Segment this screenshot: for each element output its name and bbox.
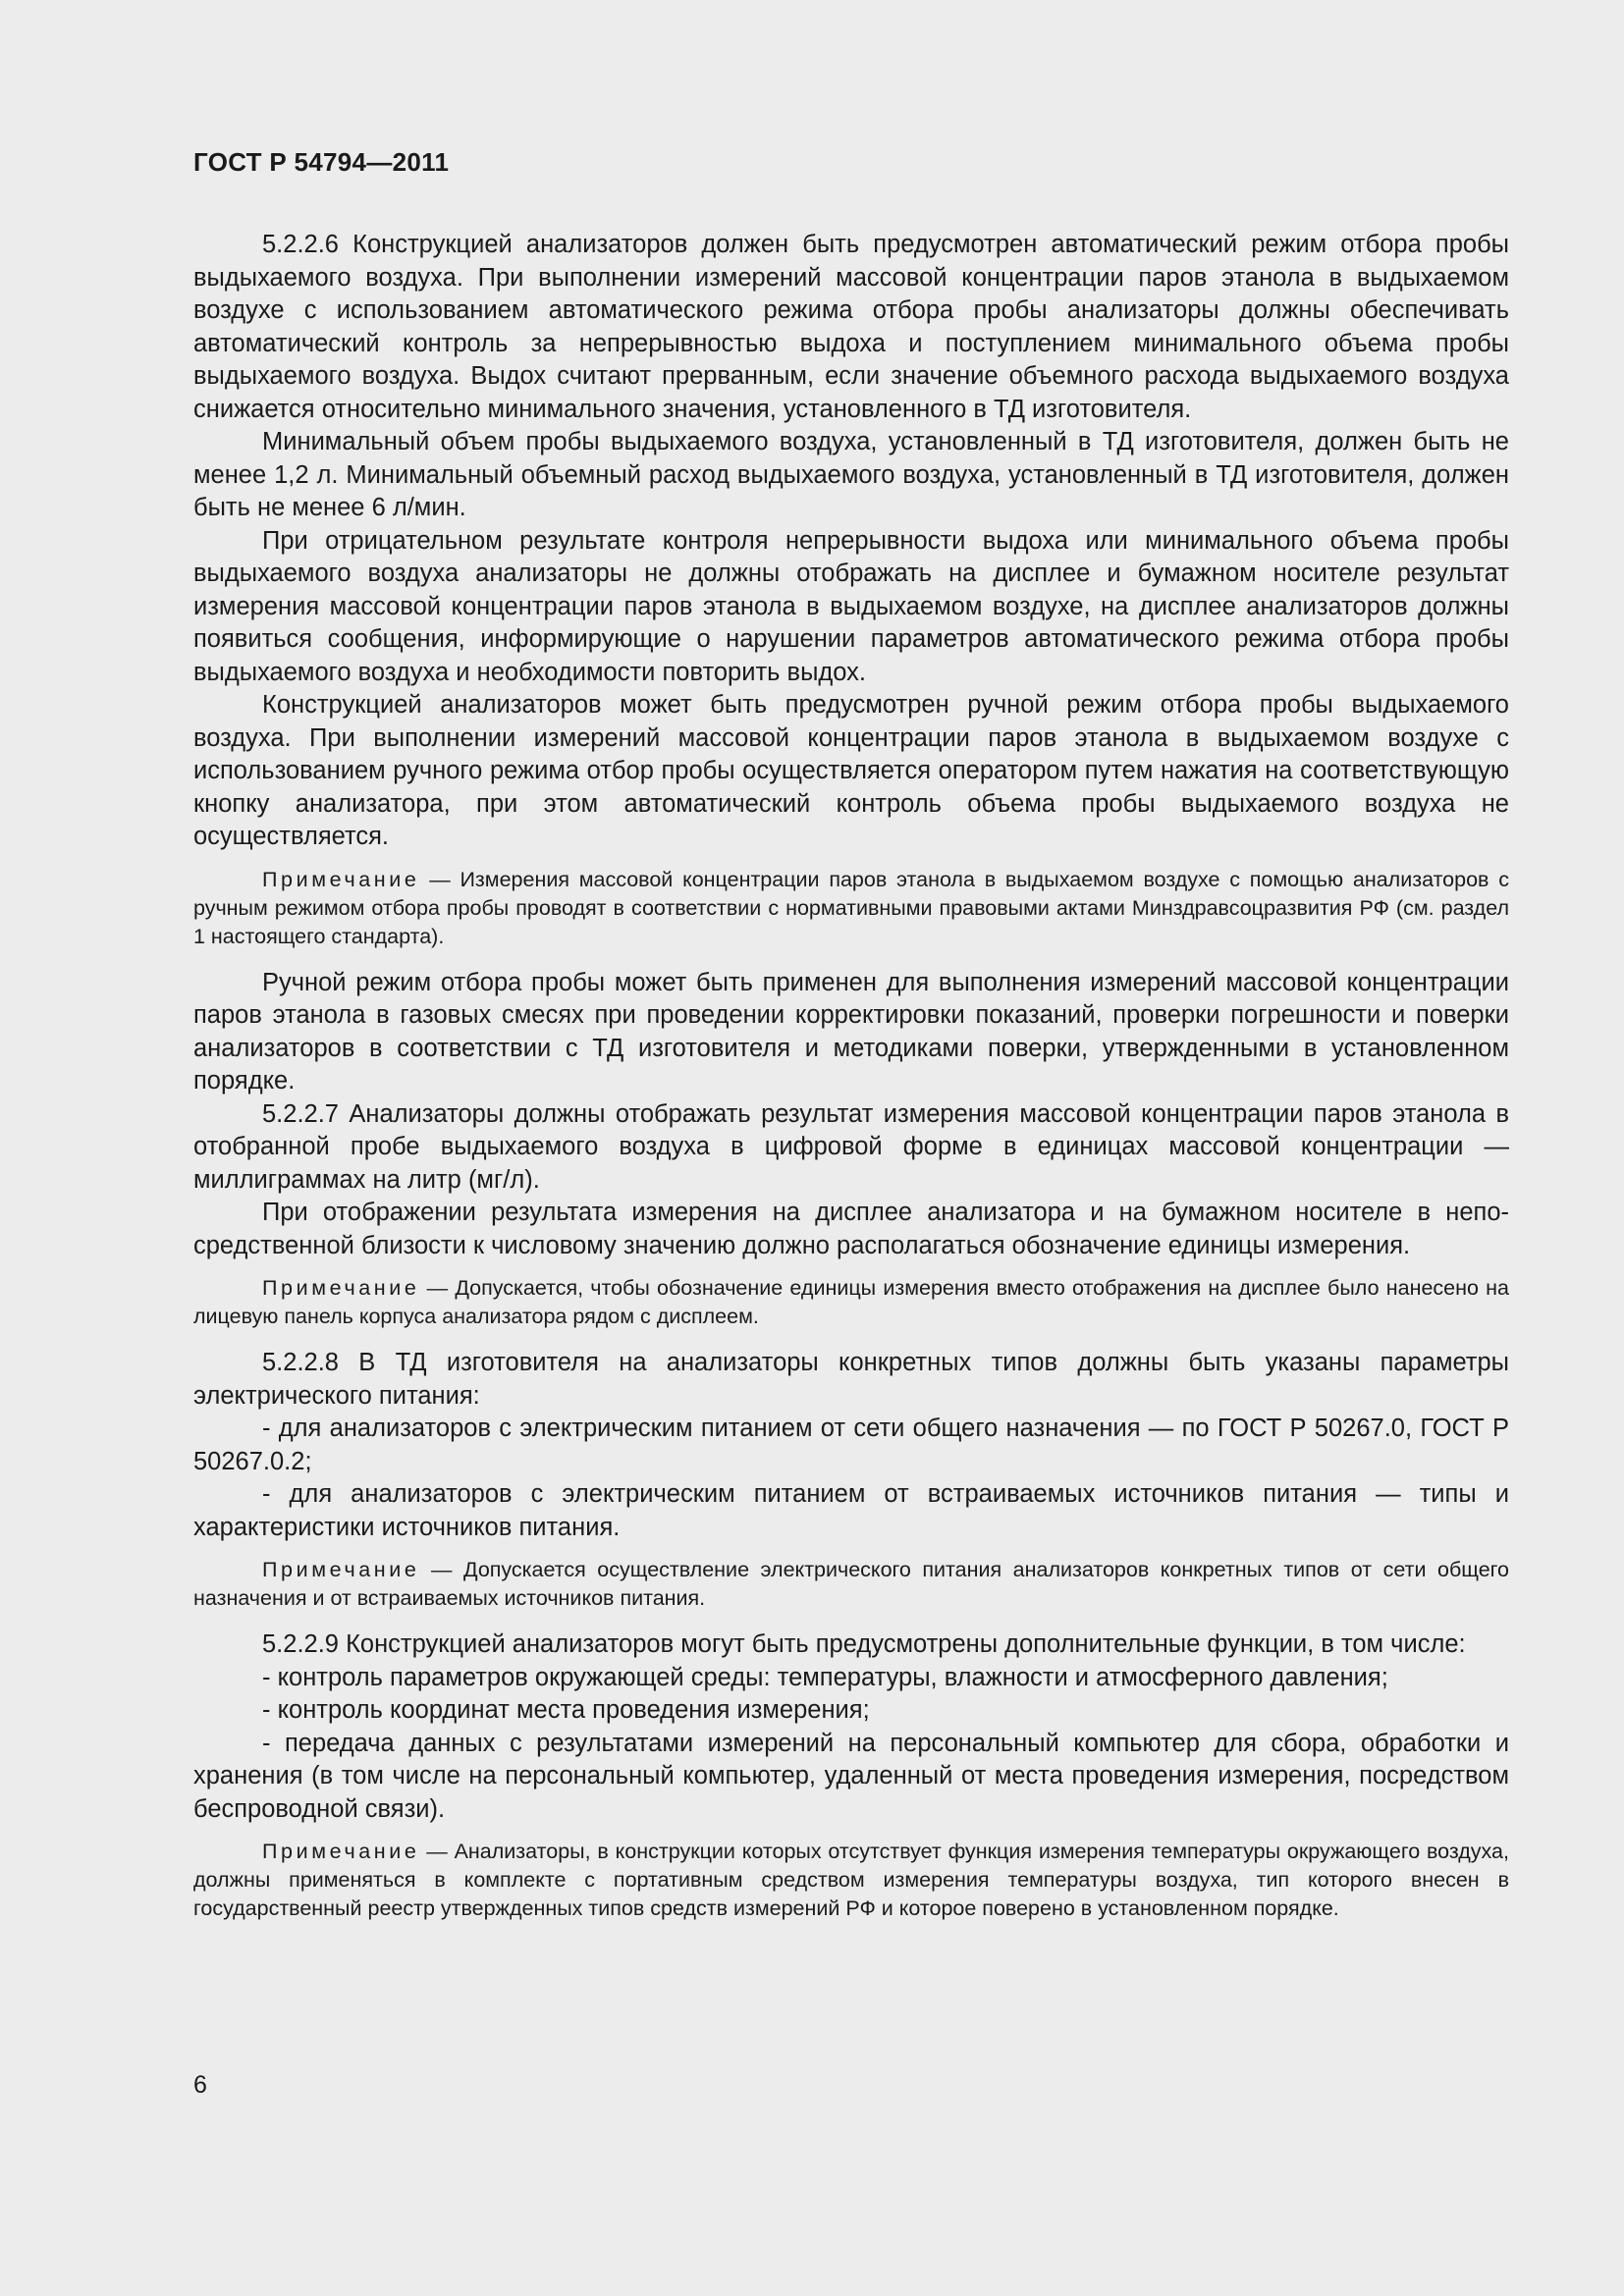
document-header: ГОСТ Р 54794—2011 [193,147,450,177]
document-body [193,229,1509,1923]
list-item: - для анализаторов с электрическим питанием от сети общего назначения — по ГОСТ Р 50267.0, ГОСТ Р 50267.0.2; [193,1415,1509,1475]
paragraph: 5.2.2.8 В ТД изготовителя на анализаторы конкретных типов должны быть указаны параметры электрического питания: [193,1349,1509,1410]
paragraph: 5.2.2.7 Анализаторы должны отображать результат измерения массовой концентрации паров этанола в отобранной пробе выдыхаемого воздуха в цифровой форме в единицах массовой концентрации — миллиграммах на литр (мг/л). [193,1099,1509,1194]
note [193,866,1509,951]
paragraph: Минимальный объем пробы выдыхаемого воздуха, установленный в ТД изготовителя, должен быть не менее 1,2 л. Минимальный объемный расход выдыхаемого воздуха, установленный в ТД изготовителя, должен быть не менее 6 л/мин. [193,428,1509,521]
note-label: Примечание [262,867,420,891]
note-text: — Измерения массовой концентрации паров этанола в выдыхаемом воздухе с помощью анализаторов с ручным режимом отбора пробы проводят в соответствии с нормативными правовыми актами Минздравсоцразвития РФ (см. раздел 1 настоящего стандарта). [193,867,1509,948]
list-item: - контроль параметров окружающей среды: температуры, влажности и атмосферного давления; [262,1663,1388,1691]
page-number: 6 [193,2071,207,2099]
note-label: Примечание [262,1558,420,1581]
note-text: — Анализаторы, в конструкции которых отсутствует функция измерения температуры окружающего воздуха, должны применяться в комплекте с портативным средством измерения температуры воздуха, тип которого внесен в государственный реестр утвержденных типов средств измерений РФ и которое поверено в установленном порядке. [193,1840,1509,1920]
paragraph: 5.2.2.6 Конструкцией анализаторов должен быть предусмотрен автоматический режим отбора пробы выдыхаемого воздуха. При выполнении измерений массовой концентрации паров этанола в выдыхаемом воздухе с использованием автоматического режима отбора пробы анализаторы должны обеспечивать автоматический контроль за непрерывностью выдоха и поступлением минимального объема пробы выдыхаемого воздуха. Выдох считают прерванным, если значение объемного расхода выдыхаемого воздуха снижается относительно минимального значения, установленного в ТД изготовителя. [193,231,1509,423]
paragraph: Конструкцией анализаторов может быть предусмотрен ручной режим отбора пробы выдыхаемого воздуха. При выполнении измерений массовой концентрации паров этанола в выдыхаемом воздухе с использованием ручного режима отбор пробы осуществляется оператором путем нажатия на соответствующую кнопку анализатора, при этом автоматический контроль объема пробы выдыхаемого воздуха не осуществляется. [193,691,1509,850]
paragraph: При отображении результата измерения на дисплее анализатора и на бумажном носителе в непосредственной близости к числовому значению должно располагаться обозначение единицы измерения. [193,1199,1509,1259]
list-item: - передача данных с результатами измерений на персональный компьютер для сбора, обработки и хранения (в том числе на персональный компьютер, удаленный от места проведения измерения, посредством беспроводной связи). [193,1729,1509,1823]
list-item: - для анализаторов с электрическим питанием от встраиваемых источников питания — типы и характеристики источников питания. [193,1480,1509,1541]
note-label: Примечание [262,1276,420,1300]
note-text: — Допускается, чтобы обозначение единицы измерения вместо отображения на дисплее было нанесено на лицевую панель корпуса анализатора рядом с дисплеем. [193,1276,1509,1328]
note [193,1556,1509,1613]
note [193,1838,1509,1923]
note [193,1274,1509,1331]
note-label: Примечание [262,1840,420,1863]
paragraph: 5.2.2.9 Конструкцией анализаторов могут быть предусмотрены дополнительные функции, в том числе: [262,1630,1466,1658]
list-item: - контроль координат места проведения измерения; [262,1696,870,1724]
paragraph: Ручной режим отбора пробы может быть применен для выполнения измерений массовой концентрации паров этанола в газовых смесях при проведении корректировки показаний, проверки погрешности и поверки анализаторов в соответствии с ТД изготовителя и методиками поверки, утвержденными в установленном порядке. [193,968,1509,1095]
note-text: — Допускается осуществление электрического питания анализаторов конкретных типов от сети общего назначения и от встраиваемых источников питания. [193,1558,1509,1610]
paragraph: При отрицательном результате контроля непрерывности выдоха или минимального объема пробы выдыхаемого воздуха анализаторы не должны отображать на дисплее и бумажном носителе результат измерения массовой концентрации паров этанола в выдыхаемом воздухе, на дисплее анализаторов должны появиться сообщения, информирующие о нарушении параметров автоматического режима отбора пробы выдыхаемого воздуха и необходимости повторить выдох. [193,526,1509,686]
